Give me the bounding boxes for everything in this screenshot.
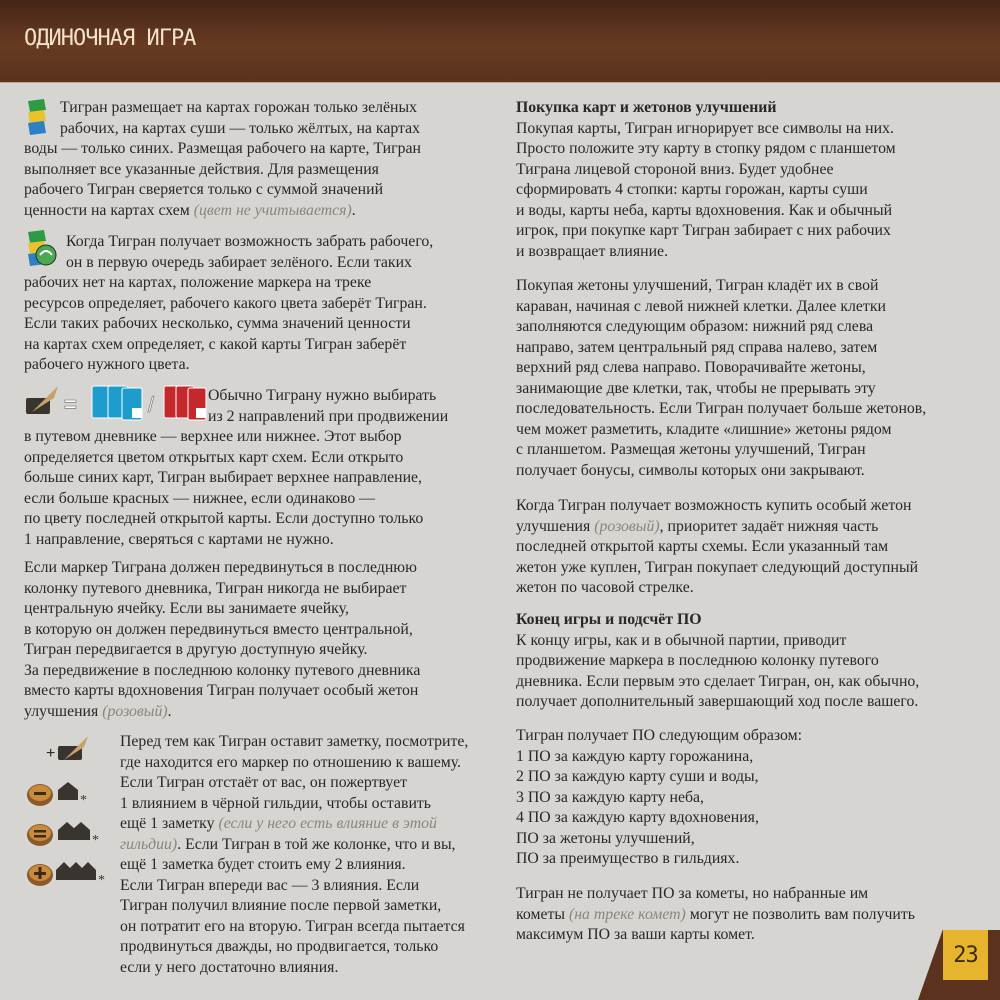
slash-sign: / xyxy=(148,392,155,417)
heading-buying: Покупка карт и жетонов улучшений xyxy=(516,99,777,116)
scoring-list: Тигран получает ПО следующим образом: 1 ПО за каждую карту горожанина, 2 ПО за каждую карту суши и воды, 3 ПО за каждую карту неба, 4 ПО за каждую карту вдохновения, ПО за жетоны улучшений, ПО за преимущество в гильдиях. xyxy=(516,727,802,867)
paragraph-notes: Перед тем как Тигран оставит заметку, посмотрите, где находится его маркер по отношению к вашему. Если Тигран отстаёт от вас, он пожертвует 1 влиянием в чёрной гильдии, чтобы оставить ещё 1 заметку (если у него есть влияние в этой гильдии). Если Тигран в той же колонке, что и вы, ещё 1 заметка будет стоить ему 2 влияния. Если Тигран впереди вас — 3 влияния. Если Тигран получил влияние после первой заметки, он потратит его на вторую. Тигран всегда пытается продвинуться дважды, но продвигается, только если у него достаточно влияния. xyxy=(120,733,469,976)
paragraph-special-token: Когда Тигран получает возможность купить особый жетон улучшения (розовый), приоритет задаёт нижняя часть последней открытой карты схемы. Если указанный там жетон уже куплен, Тигран покупает следующий доступный жетон по часовой стрелке. xyxy=(516,497,919,596)
heading-end-game: Конец игры и подсчёт ПО xyxy=(516,611,702,628)
section-buying: Покупка карт и жетонов улучшений Покупая карты, Тигран игнорирует все символы на них. Просто положите эту карту в стопку рядом с планшетом Тиграна лицевой стороной вниз. Будет удобнее сформировать 4 стопки: карты горожан, карты суши и воды, карты неба, карты вдохновения. Как и обычный игрок, при покупке карт Тигран забирает с них рабочих и возвращает влияние. xyxy=(516,99,896,260)
token-equal-icon xyxy=(27,822,99,848)
token-minus-icon xyxy=(27,782,87,808)
paragraph-upgrade-tokens: Покупая жетоны улучшений, Тигран кладёт их в свой караван, начиная с левой нижней клетки. Далее клетки заполняются следующим образом: нижний ряд слева направо, затем центральный ряд справа налево, затем верхний ряд слева направо. Поворачивайте жетоны, занимающие две клетки, так, чтобы не прерывать эту последовательность. Если Тигран получает больше жетонов, чем может разметить, кладите «лишние» жетоны рядом с планшетом. Размещая жетоны улучшений, Тигран получает бонусы, символы которых они закрывают. xyxy=(516,277,927,479)
section-end-game: Конец игры и подсчёт ПО К концу игры, как и в обычной партии, приводит продвижение маркера в последнюю колонку путевого дневника. Если первым это сделает Тигран, он, как обычно, получает дополнительный завершающий ход после вашего. xyxy=(516,611,920,710)
page-title: ОДИНОЧНАЯ ИГРА xyxy=(24,26,196,51)
paragraph-last-column: Если маркер Тиграна должен передвинуться в последнюю колонку путевого дневника, Тигран никогда не выбирает центральную ячейку. Если вы занимаете ячейку, в которую он должен передвинуться вместо центральной, Тигран передвигается в другую доступную ячейку. За передвижение в последнюю колонку путевого дневника вместо карты вдохновения Тигран получает особый жетон улучшения (розовый). xyxy=(24,559,421,720)
plus-quill-icon xyxy=(46,736,88,762)
paragraph-comets: Тигран не получает ПО за кометы, но набранные им кометы (на треке комет) могут не позволить вам получить максимум ПО за ваши карты комет. xyxy=(516,885,915,943)
paragraph-direction: Обычно Тиграну нужно выбирать из 2 направлений при продвижении в путевом дневнике — верхнее или нижнее. Этот выбор определяется цветом открытых карт схем. Если открыто больше синих карт, Тигран выбирает верхнее направление, если больше красных — нижнее, если одинаково — по цвету последней открытой карты. Если доступно только 1 направление, сверяться с картами не нужно. xyxy=(24,387,449,548)
svg-text:*: * xyxy=(92,833,99,848)
svg-text:*: * xyxy=(98,873,105,888)
svg-text:+: + xyxy=(46,745,56,762)
svg-text:*: * xyxy=(80,793,87,808)
paragraph-worker-take: Когда Тигран получает возможность забрать рабочего, он в первую очередь забирает зелёного. Если таких рабочих нет на картах, положение маркера на треке ресурсов определяет, рабочего какого цвета заберёт Тигран. Если таких рабочих несколько, сумма значений ценности на картах схем определяет, с какой карты Тигран заберёт рабочего нужного цвета. xyxy=(24,233,434,373)
header-bar xyxy=(0,0,1000,83)
paragraph-worker-placement: Тигран размещает на картах горожан только зелёных рабочих, на картах суши — только жёлтых, на картах воды — только синих. Размещая рабочего на карте, Тигран выполняет все указанные действия. Для размещения рабочего Тигран сверяется только с суммой значений ценности на картах схем (цвет не учитывается). xyxy=(24,99,421,219)
token-plus-icon xyxy=(27,862,105,888)
equals-sign: = xyxy=(64,392,77,417)
notes-icons xyxy=(24,732,114,892)
page-number: 23 xyxy=(943,930,988,980)
